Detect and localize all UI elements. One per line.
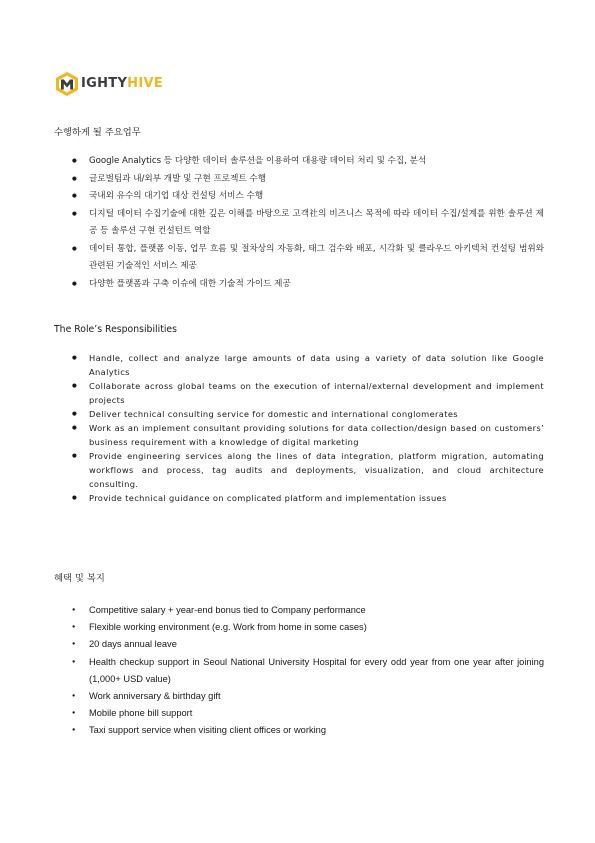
logo-wordmark-part1: IGHTY: [81, 76, 128, 91]
list-item: ● Provide engineering services along the lines of data integration, platform migration, automating workflows and process, tag audits and deployments, visualization, and cloud architecture consulting.: [54, 449, 544, 491]
mightyhive-logo-icon: [54, 71, 80, 97]
list-item: ● Collaborate across global teams on the execution of internal/external development and implement projects: [54, 379, 544, 407]
list-item: ● Flexible working environment (e.g. Work from home in some cases): [54, 619, 544, 636]
list-item: ● 디지털 데이터 수집기술에 대한 깊은 이해를 바탕으로 고객社의 비즈니스 목적에 따라 데이터 수집/설계를 위한 솔루션 제공 등 솔루션 구현 컨설턴트 역할: [54, 206, 544, 241]
logo-wordmark: [81, 71, 163, 97]
list-item: ● Mobile phone bill support: [54, 705, 544, 722]
section-title: 수행하게 될 주요업무: [54, 127, 141, 138]
responsibility-list: [54, 351, 544, 505]
english-responsibilities-section: [54, 324, 544, 505]
section-title: The Role’s Responsibilities: [54, 324, 177, 335]
list-item: ● 20 days annual leave: [54, 636, 544, 653]
list-item: ● 글로벌팀과 내/외부 개발 및 구현 프로젝트 수행: [54, 171, 544, 189]
benefits-list: [54, 602, 544, 740]
list-item: ● Google Analytics 등 다양한 데이터 솔루션을 이용하여 대용량 데이터 처리 및 수집, 분석: [54, 153, 544, 171]
company-logo: [54, 71, 163, 97]
list-item: ● Provide technical guidance on complicated platform and implementation issues: [54, 491, 544, 505]
list-item: ● Work anniversary & birthday gift: [54, 688, 544, 705]
list-item: ● Deliver technical consulting service for domestic and international conglomerates: [54, 407, 544, 421]
benefits-section: [54, 573, 544, 740]
responsibility-list: [54, 153, 544, 293]
list-item: ● Handle, collect and analyze large amounts of data using a variety of data solution like Google Analytics: [54, 351, 544, 379]
list-item: ● Competitive salary + year-end bonus tied to Company performance: [54, 602, 544, 619]
list-item: ● 국내외 유수의 대기업 대상 컨설팅 서비스 수행: [54, 188, 544, 206]
list-item: ● 데이터 통합, 플랫폼 이동, 업무 흐름 및 절차상의 자동화, 태그 검수와 배포, 시각화 및 클라우드 아키텍처 컨설팅 범위와 관련된 기술적인 서비스 제공: [54, 241, 544, 276]
section-title: 혜택 및 복지: [54, 573, 105, 584]
list-item: ● Taxi support service when visiting client offices or working: [54, 722, 544, 739]
list-item: ● Work as an implement consultant providing solutions for data collection/design based on customers’ business requirement with a knowledge of digital marketing: [54, 421, 544, 449]
list-item: ● 다양한 플랫폼과 구축 이슈에 대한 기술적 가이드 제공: [54, 276, 544, 294]
list-item: ● Health checkup support in Seoul National University Hospital for every odd year from one year after joining (1,000+ USD value): [54, 654, 544, 688]
logo-wordmark-part2: HIVE: [127, 76, 164, 91]
korean-responsibilities-section: [54, 127, 544, 293]
